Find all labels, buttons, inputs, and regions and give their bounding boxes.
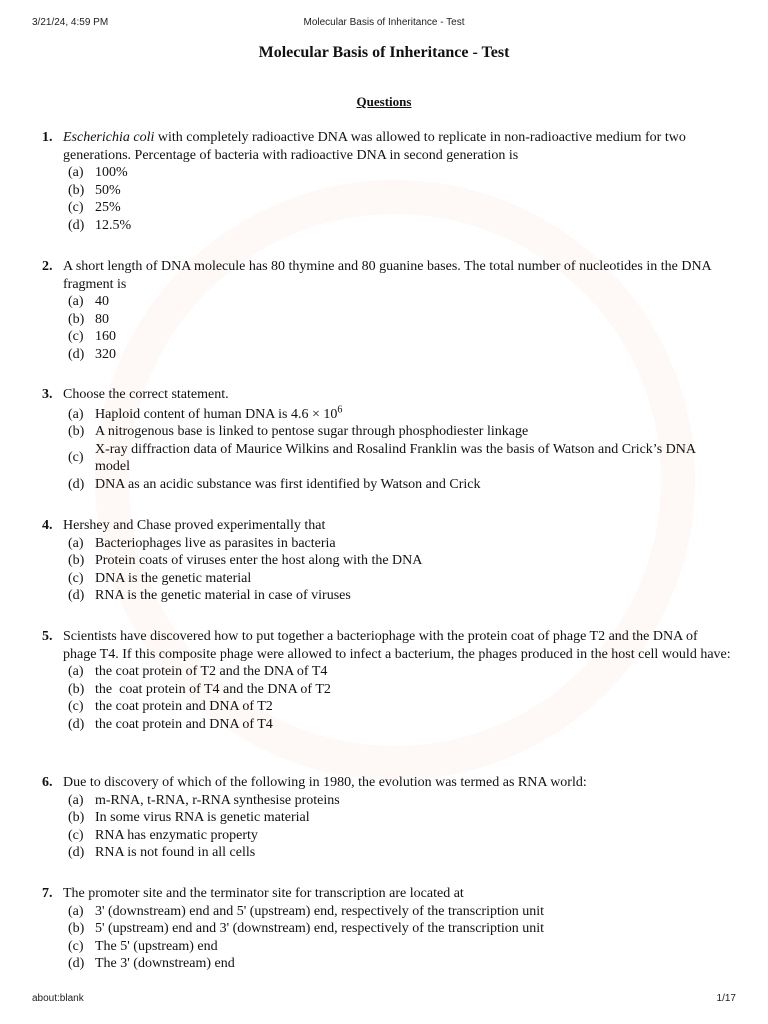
question-text: Choose the correct statement. <box>63 387 229 402</box>
option-d <box>68 217 732 235</box>
question-4 <box>42 517 732 605</box>
question-3 <box>42 386 732 493</box>
option-text: In some virus RNA is genetic material <box>95 810 310 825</box>
option-label: (b) <box>68 921 85 936</box>
option-text: The 5' (upstream) end <box>95 938 218 954</box>
option-text: A nitrogenous base is linked to pentose sugar through phosphodiester linkage <box>95 424 529 439</box>
options-list <box>68 903 732 973</box>
option-a <box>68 293 732 311</box>
question-number: 1. <box>42 130 53 145</box>
option-text: DNA as an acidic substance was first identified by Watson and Crick <box>95 476 481 492</box>
option-c <box>68 199 732 217</box>
section-heading: Questions <box>356 94 412 109</box>
option-text: the coat protein and DNA of T4 <box>95 716 273 732</box>
option-text: the coat protein and DNA of T2 <box>95 699 273 714</box>
option-text: RNA has enzymatic property <box>95 827 258 843</box>
option-c <box>68 938 732 956</box>
option-text: 3' (downstream) end and 5' (upstream) end, respectively of the transcription unit <box>95 903 545 919</box>
option-c <box>68 827 732 845</box>
question-7 <box>42 885 732 973</box>
option-text: The 3' (downstream) end <box>95 956 235 971</box>
option-label: (c) <box>68 329 84 344</box>
option-text: RNA is the genetic material in case of viruses <box>95 588 351 603</box>
option-text: the coat protein of T2 and the DNA of T4 <box>95 664 328 679</box>
options-list <box>68 403 732 494</box>
option-label: (c) <box>68 450 84 466</box>
option-label: (b) <box>68 553 85 568</box>
option-label: (a) <box>68 664 84 679</box>
question-text-rest: with completely radioactive DNA was allowed to replicate in non-radioactive medium for two generations. Percentage of bacteria with radioactive DNA in second generation is <box>63 130 686 163</box>
options-list <box>68 164 732 234</box>
option-label: (b) <box>68 424 85 439</box>
option-b <box>68 920 732 938</box>
option-label: (a) <box>68 294 84 309</box>
option-label: (d) <box>68 956 85 971</box>
option-label: (c) <box>68 938 84 954</box>
option-text-main: Haploid content of human DNA is 4.6 × 10 <box>95 406 338 422</box>
option-text: X-ray diffraction data of Maurice Wilkins and Rosalind Franklin was the basis of Watson and Crick’s DNA model <box>95 441 696 474</box>
question-text: Hershey and Chase proved experimentally that <box>63 518 326 533</box>
page-title: Molecular Basis of Inheritance - Test <box>258 44 510 61</box>
option-label: (a) <box>68 903 84 919</box>
option-text: the coat protein of T4 and the DNA of T2 <box>95 681 331 697</box>
question-number: 6. <box>42 775 53 790</box>
option-label: (d) <box>68 588 85 603</box>
option-d <box>68 346 732 364</box>
option-text: 40 <box>95 294 109 309</box>
option-text: m-RNA, t-RNA, r-RNA synthesise proteins <box>95 792 340 808</box>
option-c <box>68 570 732 588</box>
option-text: 25% <box>95 200 121 215</box>
options-list <box>68 535 732 605</box>
option-a <box>68 903 732 921</box>
option-b <box>68 423 732 441</box>
option-d <box>68 587 732 605</box>
option-label: (c) <box>68 570 84 586</box>
question-number: 3. <box>42 387 53 402</box>
option-label: (c) <box>68 200 84 215</box>
option-c <box>68 441 732 476</box>
question-text: Scientists have discovered how to put together a bacteriophage with the protein coat of phage T2 and the DNA of phage T4. If this composite phage were allowed to infect a bacterium, the phages produced in the host cell would have: <box>63 629 731 662</box>
option-d <box>68 955 732 973</box>
options-list <box>68 792 732 862</box>
question-1 <box>42 129 732 234</box>
print-url: about:blank <box>32 993 84 1004</box>
option-label: (d) <box>68 346 85 362</box>
option-b <box>68 809 732 827</box>
question-5 <box>42 628 732 733</box>
option-label: (a) <box>68 406 84 422</box>
question-text <box>63 129 732 164</box>
option-text: RNA is not found in all cells <box>95 845 256 860</box>
option-label: (b) <box>68 810 85 825</box>
option-text <box>95 403 732 424</box>
option-text: 320 <box>95 346 116 362</box>
print-tab-title: Molecular Basis of Inheritance - Test <box>303 17 465 28</box>
option-label: (b) <box>68 311 85 327</box>
option-label: (a) <box>68 165 84 180</box>
option-label: (a) <box>68 792 84 808</box>
question-6 <box>42 774 732 862</box>
option-text: 12.5% <box>95 217 132 233</box>
option-text: 100% <box>95 165 128 180</box>
options-list <box>68 293 732 363</box>
option-text: Protein coats of viruses enter the host along with the DNA <box>95 553 423 568</box>
question-text: The promoter site and the terminator site for transcription are located at <box>63 886 464 901</box>
option-label: (d) <box>68 845 85 860</box>
option-label: (d) <box>68 217 85 233</box>
question-number: 2. <box>42 259 53 274</box>
option-superscript: 6 <box>337 403 343 415</box>
option-label: (c) <box>68 699 84 714</box>
option-text: 160 <box>95 329 116 344</box>
option-label: (b) <box>68 182 85 198</box>
option-label: (d) <box>68 476 85 492</box>
option-label: (b) <box>68 681 85 697</box>
option-d <box>68 476 732 494</box>
option-a <box>68 535 732 553</box>
question-text: A short length of DNA molecule has 80 thymine and 80 guanine bases. The total number of nucleotides in the DNA fragment is <box>63 259 711 292</box>
option-d <box>68 844 732 862</box>
question-text: Due to discovery of which of the following in 1980, the evolution was termed as RNA world: <box>63 775 587 790</box>
option-d <box>68 716 732 734</box>
print-datetime: 3/21/24, 4:59 PM <box>32 17 109 28</box>
option-text: DNA is the genetic material <box>95 570 252 586</box>
option-a <box>68 663 732 681</box>
option-b <box>68 182 732 200</box>
option-text: 5' (upstream) end and 3' (downstream) end, respectively of the transcription unit <box>95 921 545 936</box>
options-list <box>68 663 732 733</box>
option-text: 80 <box>95 311 109 327</box>
print-page-number: 1/17 <box>716 993 736 1004</box>
question-2 <box>42 258 732 363</box>
option-text: Bacteriophages live as parasites in bacteria <box>95 535 336 551</box>
option-b <box>68 552 732 570</box>
option-label: (d) <box>68 716 85 732</box>
option-c <box>68 328 732 346</box>
option-a <box>68 164 732 182</box>
option-c <box>68 698 732 716</box>
question-text-italic: Escherichia coli <box>63 130 155 145</box>
question-number: 5. <box>42 629 53 644</box>
option-label: (a) <box>68 535 84 551</box>
option-b <box>68 311 732 329</box>
option-a <box>68 792 732 810</box>
option-a <box>68 403 732 424</box>
option-b <box>68 681 732 699</box>
option-text: 50% <box>95 182 121 198</box>
question-number: 4. <box>42 518 53 533</box>
option-label: (c) <box>68 827 84 843</box>
question-number: 7. <box>42 886 53 901</box>
